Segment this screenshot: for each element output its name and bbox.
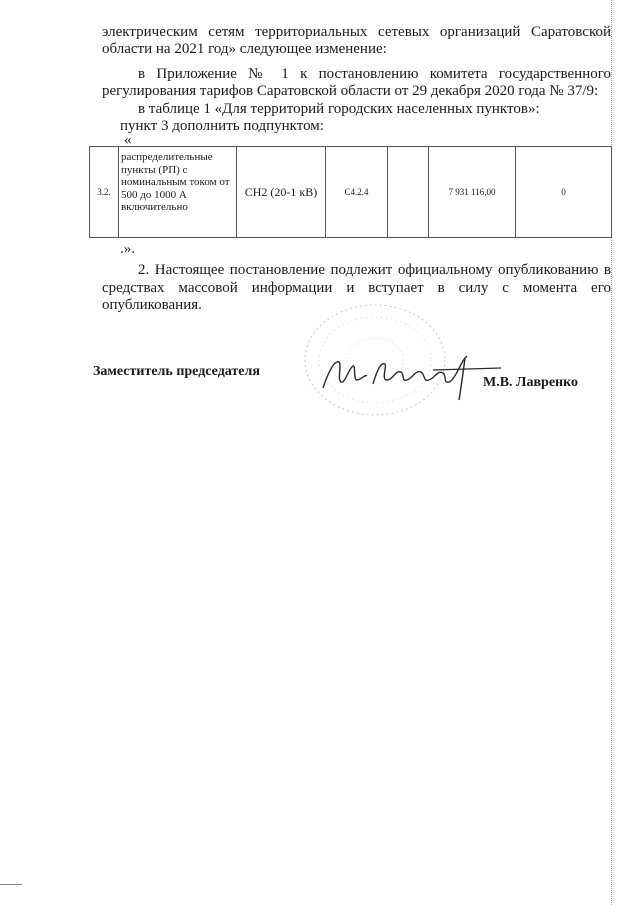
intro-line-5: в таблице 1 «Для территорий городских населенных пунктов»: (138, 101, 540, 117)
scan-corner-mark (0, 884, 22, 885)
intro-line-4: регулирования тарифов Саратовской области от 29 декабря 2020 года № 37/9: (102, 83, 599, 99)
close-quote: .». (120, 241, 135, 257)
tariff-table (89, 146, 612, 238)
page-edge-border (611, 0, 612, 905)
signer-name: М.В. Лавренко (483, 375, 578, 390)
open-quote: « (124, 132, 132, 148)
intro-line-1: электрическим сетям территориальных сетевых организаций Саратовской (102, 24, 611, 40)
paragraph-2-line-3: опубликования. (102, 297, 202, 313)
signature (315, 340, 505, 410)
row-empty-cell (388, 147, 429, 238)
intro-line-3: в Приложение № 1 к постановлению комитета государственного (138, 66, 611, 82)
intro-line-6: пункт 3 дополнить подпунктом: (120, 118, 324, 134)
signer-title: Заместитель председателя (93, 364, 260, 379)
row-voltage: СН2 (20-1 кВ) (237, 147, 326, 238)
row-value-1: 7 931 116,00 (429, 147, 516, 238)
row-code: С4.2.4 (326, 147, 388, 238)
intro-line-2: области на 2021 год» следующее изменение: (102, 41, 387, 57)
paragraph-2-line-2: средствах массовой информации и вступает в силу с момента его (102, 280, 611, 296)
row-description: распределительные пункты (РП) с номинальным током от 500 до 1000 А включительно (119, 147, 237, 238)
row-number: 3.2. (90, 147, 119, 238)
row-value-2: 0 (516, 147, 612, 238)
table-row (90, 147, 612, 238)
paragraph-2-line-1: 2. Настоящее постановление подлежит официальному опубликованию в (138, 262, 611, 278)
